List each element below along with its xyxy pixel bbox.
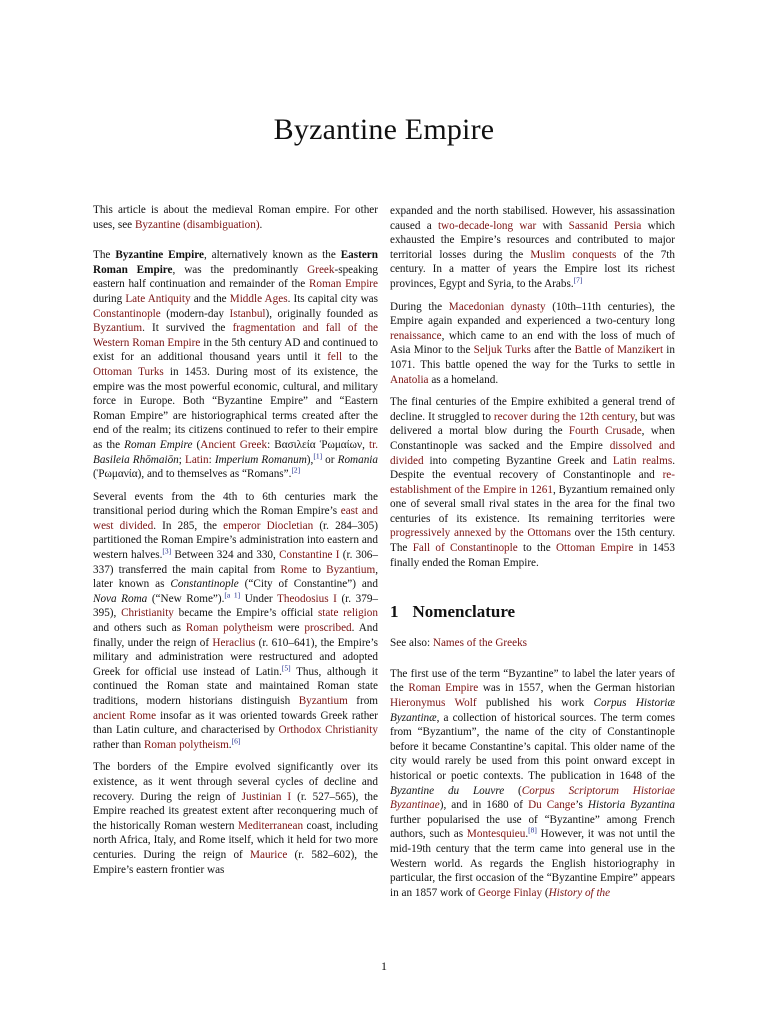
citation-link[interactable]: [2] [291, 465, 301, 475]
see-also: See also: Names of the Greeks [390, 637, 528, 650]
wiki-link[interactable]: progressively annexed by the Ottomans [390, 527, 571, 540]
citation-link[interactable]: [6] [231, 736, 241, 746]
wiki-link[interactable]: Battle of Manzikert [574, 344, 664, 357]
wiki-link[interactable]: Muslim conquests [530, 248, 617, 261]
wiki-link[interactable]: Maurice [250, 848, 288, 861]
citation-link[interactable]: [8] [528, 825, 537, 835]
wiki-link[interactable]: Mediterranean [237, 819, 304, 832]
citation [528, 826, 537, 835]
citation-link[interactable]: [7] [573, 275, 583, 285]
wiki-link[interactable]: Istanbul [229, 307, 266, 320]
bold-term: Byzantine Empire [115, 249, 204, 262]
wiki-link[interactable]: Montesquieu [466, 828, 526, 841]
wiki-link[interactable]: Fall of Constantinople [412, 542, 518, 555]
section-heading-nomenclature [390, 602, 675, 622]
citation-link[interactable]: [5] [281, 663, 291, 673]
citation [291, 465, 300, 474]
wiki-link[interactable]: Heraclius [212, 636, 256, 649]
disambiguation-link[interactable]: Byzantine (disambiguation) [134, 218, 260, 231]
italic-term: Roman Empire [124, 438, 193, 451]
nomenclature-paragraph: The first use of the term “Byzantine” to label the later years of the Roman Empire was in 1557, when the German historian Hieronymus Wolf published his work Corpus Historiæ Byzantinæ, a collection of historical sources. The term comes from “Byzantium”, the name of the city of Constantinople before it became Constantine’s capital. This older name of the city would rarely be used from this point onward except in historical or poetic contexts. The publication in 1648 of the Byzantine du Louvre (Corpus Scriptorum Historiae Byzantinae), and in 1680 of Du Cange’s Historia Byzantina further popularised the use of “Byzantine” among French authors, such as Montesquieu.[8] However, it was not until the mid-19th century that the term came into general use in the Western world. As regards the English historiography in particular, the first occasion of the “Byzantine Empire” appears in an 1857 work of George Finlay (History of the [390, 667, 676, 899]
wiki-link[interactable]: Fourth Crusade [568, 425, 642, 438]
citation-link[interactable]: [a 1] [224, 590, 241, 600]
italic-term: Basileia Rhōmaiōn [93, 453, 179, 466]
section-number: 1 [390, 602, 399, 622]
citation [313, 451, 322, 460]
citation [282, 663, 291, 672]
wiki-link[interactable]: Roman Empire [308, 278, 378, 291]
wiki-link[interactable]: tr. [368, 438, 378, 451]
wiki-link[interactable]: Corpus Scriptorum Historiae Byzantinae [390, 784, 675, 812]
wiki-link[interactable]: Roman polytheism [185, 622, 273, 635]
italic-term: Nova Roma [93, 592, 148, 605]
wiki-link[interactable]: Middle Ages [229, 292, 288, 305]
page-number: 1 [381, 959, 387, 973]
wiki-link[interactable]: Late Antiquity [125, 292, 191, 305]
wiki-link[interactable]: Macedonian dynasty [448, 300, 546, 313]
transition-paragraph: Several events from the 4th to 6th centuries mark the transitional period during which the Roman Empire’s east and west divided. In 285, the emperor Diocletian (r. 284–305) partitioned the Roman Empire’s administration into eastern and western halves.[3] Between 324 and 330, Constantine I (r. 306–337) transferred the main capital from Rome to Byzantium, later known as Constantinople (“City of Constantine”) and Nova Roma (“New Rome”).[a 1] Under Theodosius I (r. 379–395), Christianity became the Empire’s official state religion and others such as Roman polytheism were proscribed. And finally, under the reign of Heraclius (r. 610–641), the Empire’s military and administration were restructured and adopted Greek for official use instead of Latin.[5] Thus, although it continued the Roman state and maintained Roman state traditions, modern historians distinguish Byzantium from ancient Rome insofar as it was oriented towards Greek rather than Latin culture, and characterised by Orthodox Christianity rather than Roman polytheism.[6] [93, 490, 379, 751]
citation [232, 736, 241, 745]
wiki-link[interactable]: emperor Diocletian [223, 519, 314, 532]
wiki-link[interactable]: Roman polytheism [143, 738, 229, 751]
borders-paragraph: The borders of the Empire evolved significantly over its existence, as it went through several cycles of decline and recovery. During the reign of Justinian I (r. 527–565), the Empire reached its greatest extent after reconquering much of the historically Roman western Mediterranean coast, including north Africa, Italy, and Rome itself, which it held for two more centuries. During the reign of Maurice (r. 582–602), the Empire’s eastern frontier was [93, 761, 379, 876]
wiki-link[interactable]: two-decade-long war [437, 219, 537, 232]
wiki-link[interactable]: Anatolia [390, 373, 429, 386]
wiki-link[interactable]: Byzantium [93, 322, 143, 335]
hatnote: This article is about the medieval Roman empire. For other uses, see Byzantine (disambiguation). [93, 204, 378, 231]
wiki-link[interactable]: Byzantium [298, 695, 348, 707]
wiki-link[interactable]: George Finlay [477, 886, 543, 899]
names-of-greeks-link[interactable]: Names of the Greeks [432, 637, 528, 650]
persia-paragraph: expanded and the north stabilised. However, his assassination caused a two-decade-long war with Sassanid Persia which exhausted the Empire’s resources and contributed to major territorial losses during the Muslim conquests of the 7th century. In a matter of years the Empire lost its richest provinces, Egypt and Syria, to the Arabs.[7] [390, 205, 676, 290]
citation-link[interactable]: [3] [162, 546, 172, 556]
wiki-link[interactable]: Theodosius I [277, 592, 337, 605]
wiki-link[interactable]: Seljuk Turks [473, 344, 531, 357]
wiki-link[interactable]: Rome [280, 563, 308, 576]
intro-paragraph: The Byzantine Empire, alternatively known as the Eastern Roman Empire, was the predominantly Greek-speaking eastern half continuation and remainder of the Roman Empire during Late Antiquity and the Middle Ages. Its capital city was Constantinople (modern-day Istanbul), originally founded as Byzantium. It survived the fragmentation and fall of the Western Roman Empire in the 5th century AD and continued to exist for an additional thousand years until it fell to the Ottoman Turks in 1453. During most of its existence, the empire was the most powerful economic, cultural, and military force in Europe. Both “Byzantine Empire” and “Eastern Roman Empire” are historiographical terms created after the end of the realm; its citizens continued to refer to their empire as the Roman Empire (Ancient Greek: Βασιλεία Ῥωμαίων, tr. Basileia Rhōmaiōn; Latin: Imperium Romanum),[1] or Romania (Ῥωμανία), and to themselves as “Romans”.[2] [93, 249, 379, 481]
wiki-link[interactable]: ancient Rome [93, 709, 157, 722]
left-column [93, 203, 378, 885]
wiki-link[interactable]: recover during the 12th century [493, 410, 635, 423]
italic-term: Imperium Romanum [214, 453, 307, 466]
wiki-link[interactable]: Ottoman Turks [93, 365, 164, 378]
italic-term: Byzantine du Louvre [390, 784, 505, 797]
citation [574, 275, 583, 284]
italic-term: Historia Byzantina [587, 799, 675, 812]
wiki-link[interactable]: state religion [317, 607, 378, 620]
section-title: Nomenclature [412, 602, 516, 622]
wiki-link[interactable]: Justinian I [241, 790, 292, 803]
decline-paragraph: The final centuries of the Empire exhibited a general trend of decline. It struggled to recover during the 12th century, but was delivered a mortal blow during the Fourth Crusade, when Constantinople was sacked and the Empire dissolved and divided into competing Byzantine Greek and Latin realms. Despite the eventual recovery of Constantinople and re-establishment of the Empire in 1261, Byzantium remained only one of several small rival states in the area for the final two centuries of its existence. Its remaining territories were progressively annexed by the Ottomans over the 15th century. The Fall of Constantinople to the Ottoman Empire in 1453 finally ended the Roman Empire. [390, 396, 676, 569]
wiki-link[interactable]: dissolved and divided [390, 439, 675, 467]
wiki-link[interactable]: Hieronymus Wolf [390, 697, 477, 710]
right-column [390, 204, 675, 908]
wiki-link[interactable]: Du Cange [528, 799, 576, 812]
wiki-link[interactable]: fragmentation and fall of the Western Roman Empire [93, 322, 378, 349]
wiki-link[interactable]: Latin realms [612, 454, 673, 467]
wiki-link[interactable]: renaissance [390, 329, 442, 342]
italic-term: Romania [337, 453, 379, 466]
wiki-link[interactable]: east and west divided [93, 505, 378, 532]
wiki-link[interactable]: re-establishment of the Empire in 1261 [390, 469, 675, 496]
italic-term: Corpus Historiæ Byzantinæ [390, 697, 676, 724]
wiki-link[interactable]: Sassanid Persia [568, 219, 642, 232]
wiki-link[interactable]: Constantine I [279, 549, 340, 562]
wiki-link[interactable]: Constantinople [93, 307, 161, 320]
wiki-link[interactable]: Greek [307, 263, 335, 276]
citation [162, 546, 171, 555]
page-title: Byzantine Empire [273, 113, 495, 146]
wiki-link[interactable]: Latin [184, 453, 209, 466]
macedonian-paragraph: During the Macedonian dynasty (10th–11th centuries), the Empire again expanded and experienced a two-century long renaissance, which came to an end with the loss of much of Asia Minor to the Seljuk Turks after the Battle of Manzikert in 1071. This battle opened the way for the Turks to settle in Anatolia as a homeland. [390, 300, 675, 386]
wiki-link[interactable]: fell [327, 351, 343, 364]
citation [224, 590, 240, 599]
wiki-link[interactable]: Roman Empire [408, 682, 479, 695]
wiki-link[interactable]: Byzantium [326, 563, 376, 576]
wiki-link[interactable]: Ancient Greek [200, 438, 268, 451]
wiki-link[interactable]: History of the [548, 886, 611, 899]
citation-link[interactable]: [1] [313, 450, 323, 460]
wiki-link[interactable]: Ottoman Empire [555, 542, 634, 555]
wiki-link[interactable]: Christianity [121, 607, 174, 620]
bold-term: Eastern Roman Empire [93, 249, 378, 276]
wiki-link[interactable]: proscribed [304, 622, 352, 635]
italic-term: Constantinople [170, 578, 239, 591]
wiki-link[interactable]: Orthodox Christianity [278, 724, 378, 737]
